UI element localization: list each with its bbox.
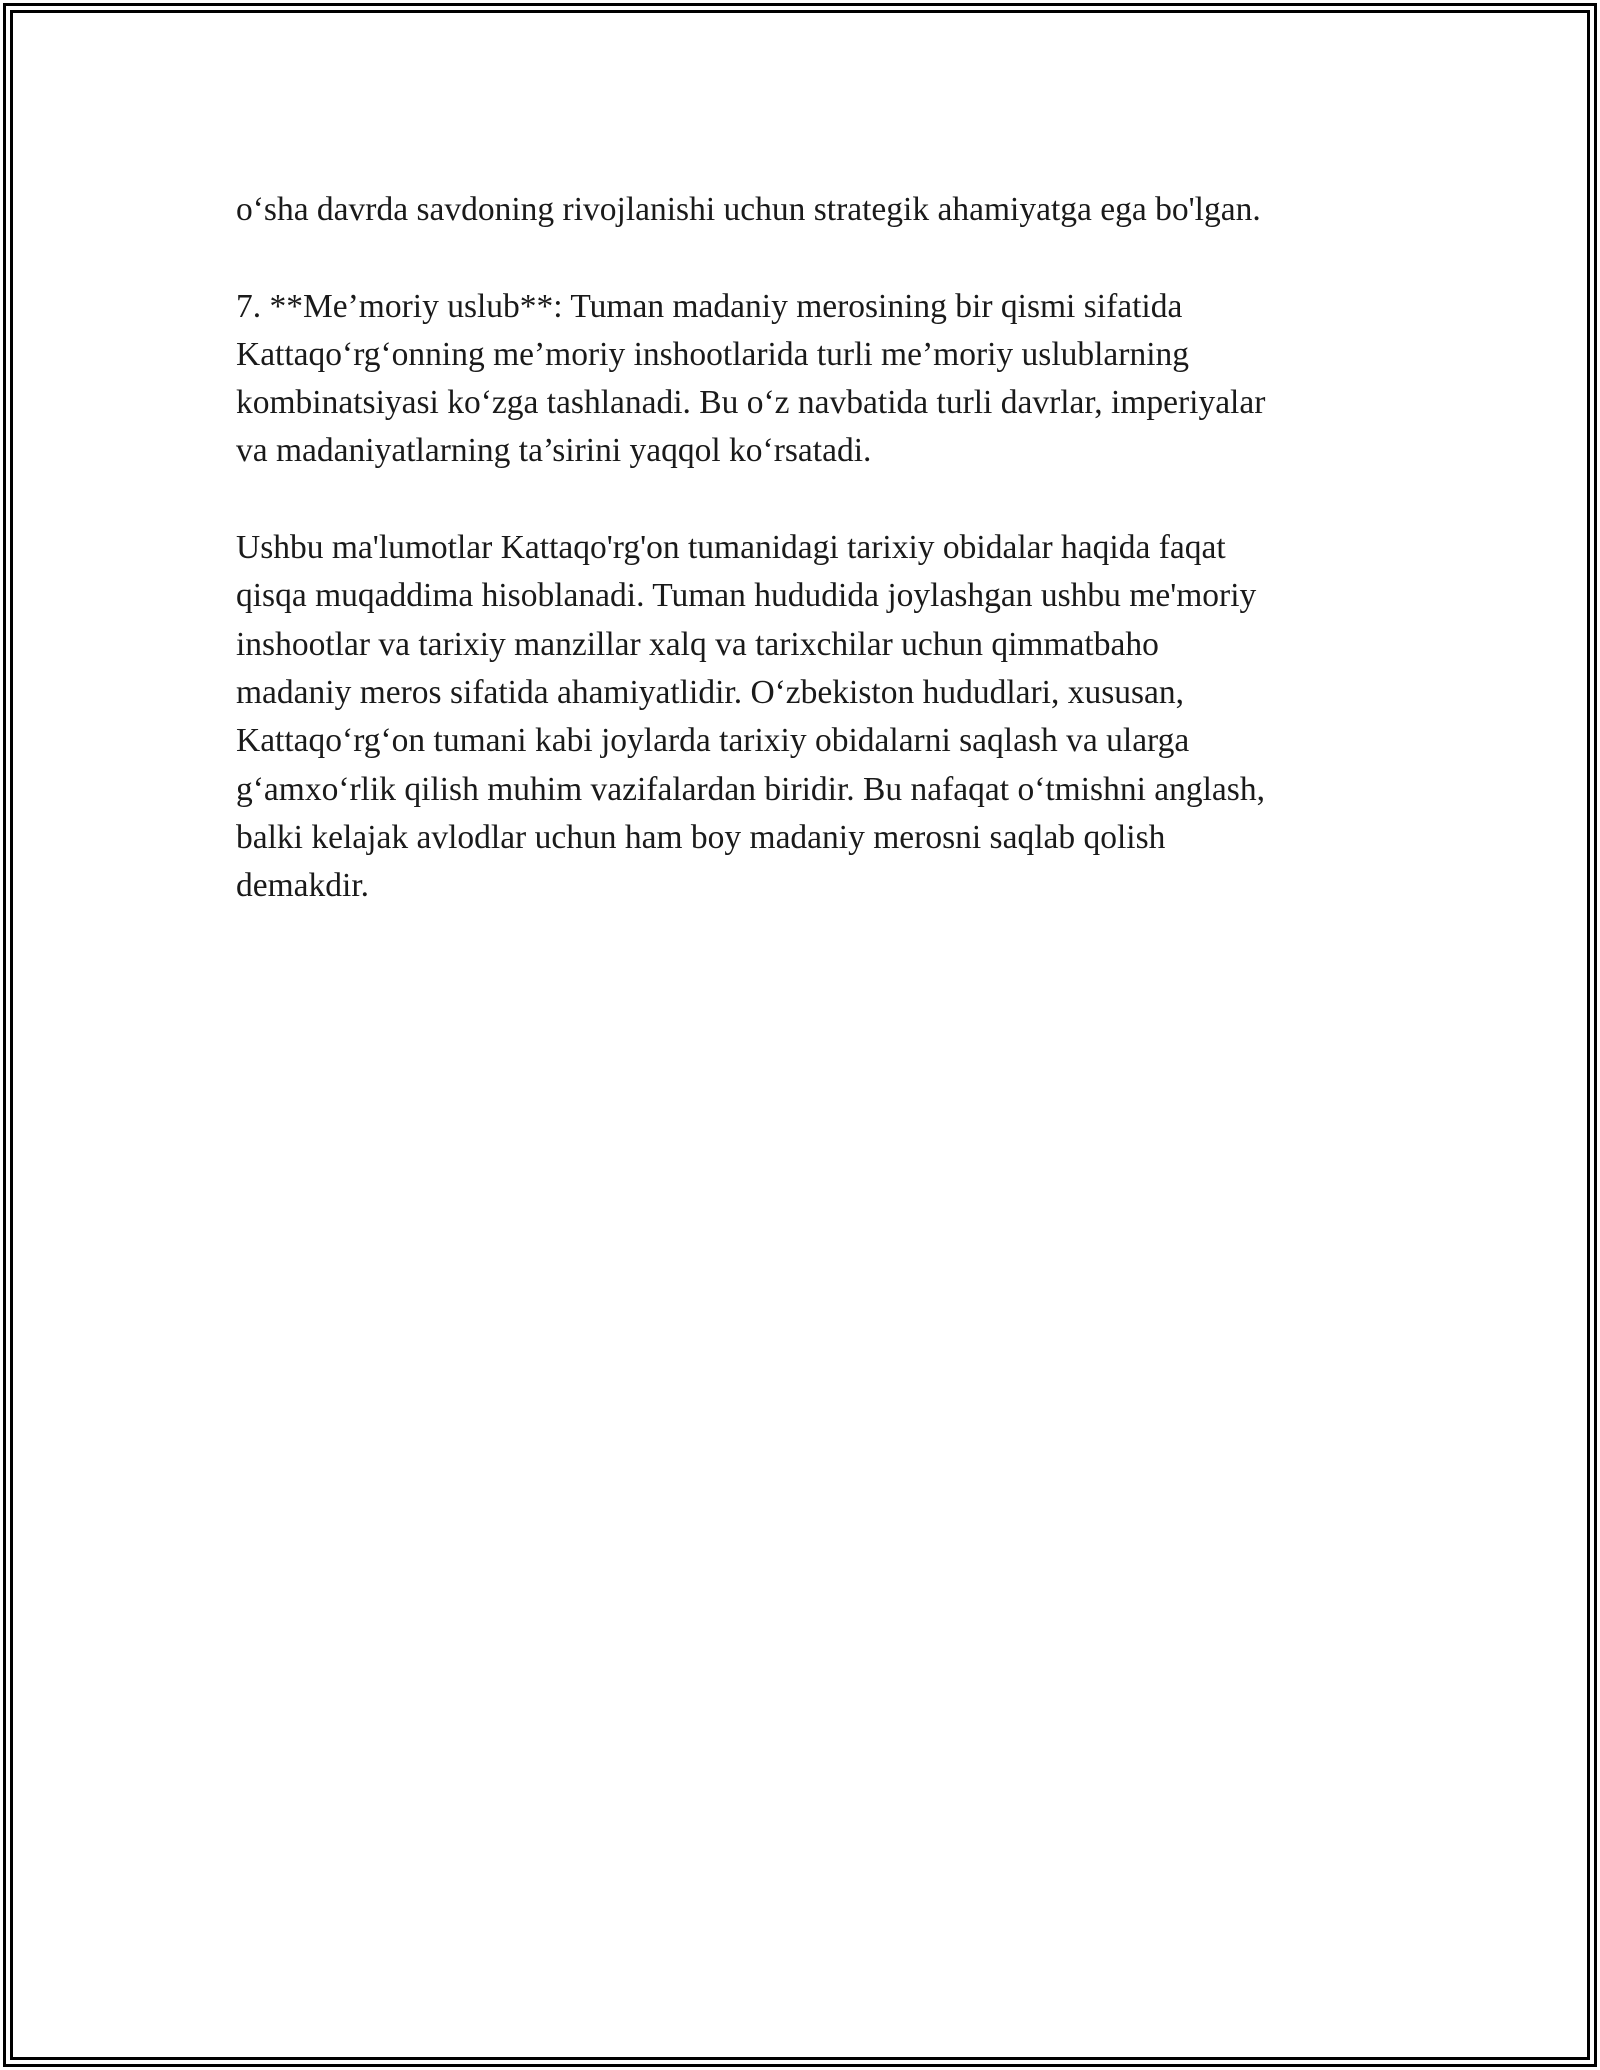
text-line: Kattaqo‘rg‘on tumani kabi joylarda tarixiy obidalarni saqlash va ularga — [236, 722, 1190, 760]
text-line: 7. **Me’moriy uslub**: Tuman madaniy merosining bir qismi sifatida — [236, 287, 1183, 325]
text-line: Kattaqo‘rg‘onning me’moriy inshootlarida turli me’moriy uslublarning — [236, 335, 1190, 373]
text-line: va madaniyatlarning ta’sirini yaqqol ko‘rsatadi. — [236, 432, 872, 470]
text-line: kombinatsiyasi ko‘zga tashlanadi. Bu o‘z navbatida turli davrlar, imperiyalar — [236, 384, 1266, 422]
text-line: Ushbu ma'lumotlar Kattaqo'rg'on tumanidagi tarixiy obidalar haqida faqat — [236, 529, 1226, 567]
text-line: madaniy meros sifatida ahamiyatlidir. O‘zbekiston hududlari, xususan, — [236, 673, 1185, 711]
text-line: o‘sha davrda savdoning rivojlanishi uchun strategik ahamiyatga ega bo'lgan. — [236, 191, 1261, 228]
paragraph-architectural-style — [236, 283, 1376, 476]
text-line: inshootlar va tarixiy manzillar xalq va tarixchilar uchun qimmatbaho — [236, 625, 1159, 663]
text-line: g‘amxo‘rlik qilish muhim vazifalardan biridir. Bu nafaqat o‘tmishni anglash, — [236, 770, 1265, 808]
text-line: balki kelajak avlodlar uchun ham boy madaniy merosni saqlab qolish — [236, 818, 1166, 856]
paragraph-trade-continuation — [236, 186, 1376, 234]
document-body — [236, 186, 1376, 910]
text-line: qisqa muqaddima hisoblanadi. Tuman hududida joylashgan ushbu me'moriy — [236, 577, 1257, 615]
text-line: demakdir. — [236, 867, 370, 905]
paragraph-conclusion — [236, 524, 1376, 910]
